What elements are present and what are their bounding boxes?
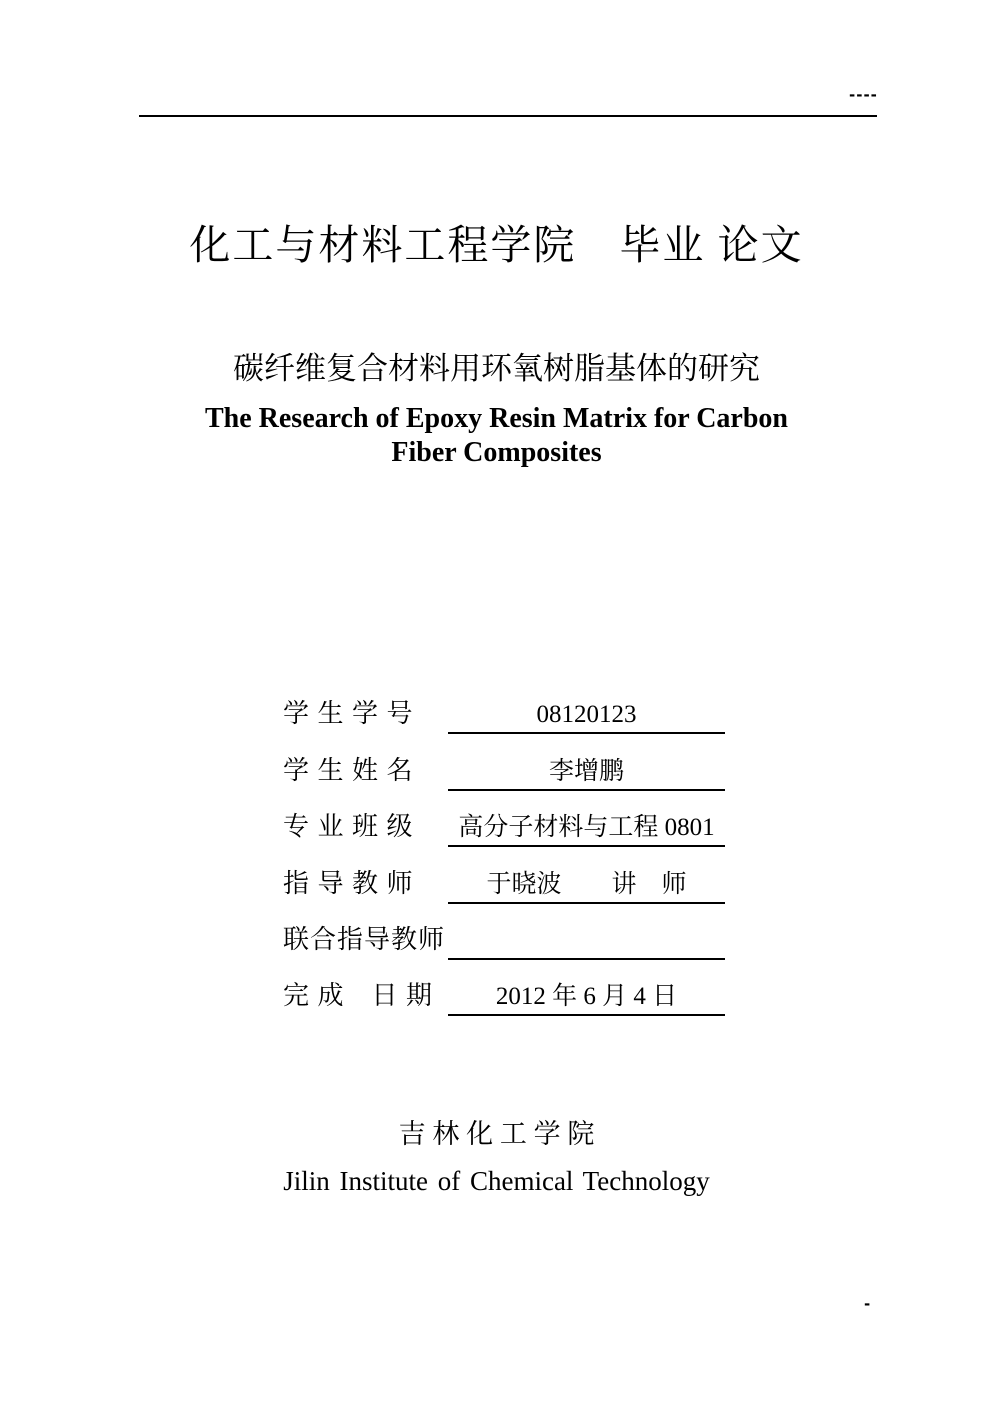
header-divider-rule: [139, 115, 877, 117]
student-name-label: 学 生 姓 名: [283, 756, 414, 785]
form-row-student-id: [283, 693, 726, 733]
co-advisor-value: [448, 919, 725, 960]
form-row-advisor: [283, 863, 726, 903]
student-info-form: [283, 693, 726, 1023]
institute-name-english: Jilin Institute of Chemical Technology: [283, 1166, 710, 1196]
student-name-value: 李增鹏: [448, 750, 725, 791]
student-id-value: 08120123: [448, 693, 725, 734]
form-row-major-class: [283, 806, 726, 846]
thesis-main-title: 化工与材料工程学院 毕业 论文: [189, 222, 804, 268]
major-class-value: 高分子材料与工程 0801: [448, 806, 725, 847]
thesis-subtitle-english-line2: Fiber Composites: [391, 437, 602, 468]
major-class-label: 专 业 班 级: [283, 812, 414, 841]
thesis-subtitle-english: [0, 402, 993, 470]
form-row-student-name: [283, 750, 726, 790]
student-id-label: 学 生 学 号: [283, 699, 414, 728]
institute-name-chinese: 吉 林 化 工 学 院: [398, 1119, 595, 1149]
completion-date-value: 2012 年 6 月 4 日: [448, 975, 725, 1016]
completion-date-label: 完 成 日 期: [283, 981, 434, 1010]
thesis-subtitle-chinese: 碳纤维复合材料用环氧树脂基体的研究: [233, 351, 760, 387]
co-advisor-label: 联合指导教师: [283, 925, 446, 954]
advisor-value: 于晓波 讲 师: [448, 863, 725, 904]
thesis-subtitle-english-line1: The Research of Epoxy Resin Matrix for Carbon: [204, 403, 789, 434]
top-dash-marks: ----: [849, 86, 878, 104]
form-row-completion-date: [283, 975, 726, 1015]
bottom-dash-mark: -: [864, 1295, 871, 1313]
advisor-label: 指 导 教 师: [283, 869, 414, 898]
form-row-co-advisor: [283, 919, 726, 959]
